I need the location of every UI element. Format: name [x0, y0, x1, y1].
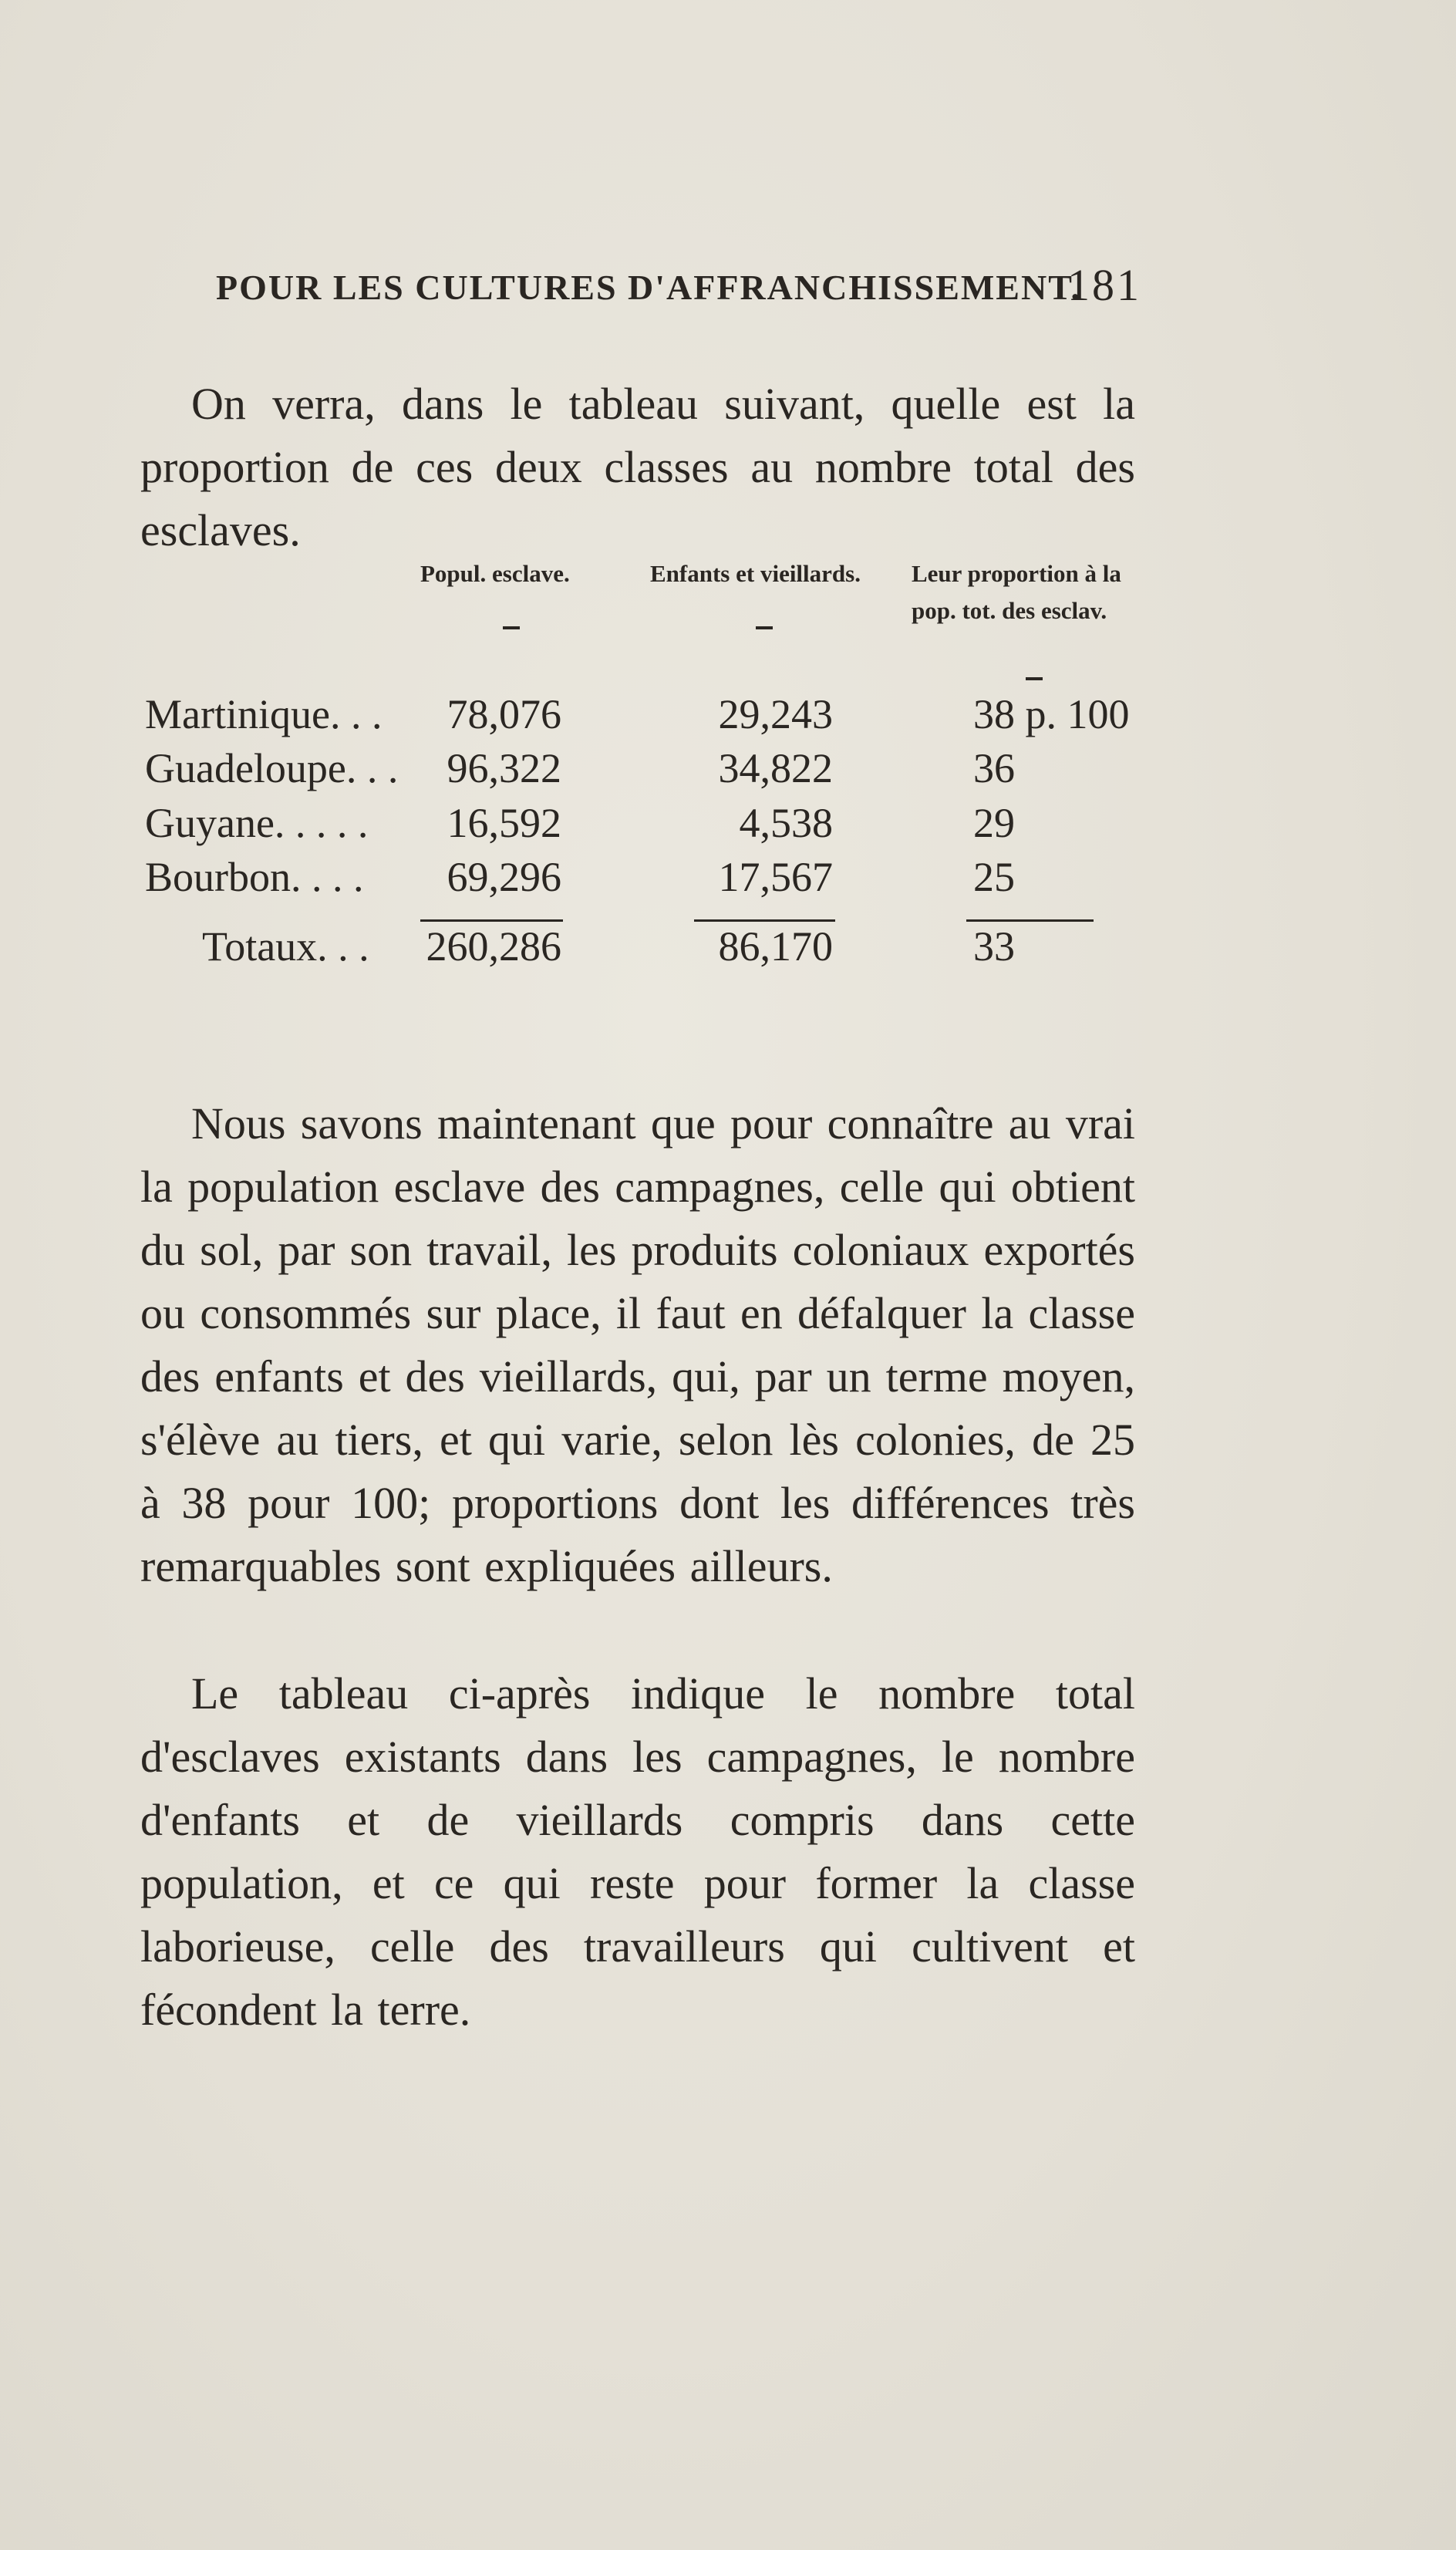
- row-label-bourbon: Bourbon. . . .: [145, 854, 364, 900]
- cell-pop-totaux: 260,286: [426, 923, 561, 970]
- rule-proportion: [966, 919, 1094, 922]
- intro-paragraph: On verra, dans le tableau suivant, quelle est la proportion de ces deux classes au nombre total des esclaves.: [140, 379, 1135, 555]
- column-header-enfants: Enfants et vieillards.: [650, 560, 861, 587]
- rule-pop: [420, 919, 563, 922]
- cell-enfants-totaux: 86,170: [718, 923, 833, 970]
- column-dash-enfants: [756, 626, 773, 629]
- column-dash-proportion: [1026, 677, 1043, 680]
- column-header-proportion-line2: pop. tot. des esclav.: [912, 597, 1107, 624]
- column-dash-population: [503, 626, 520, 629]
- cell-pop-martinique: 78,076: [447, 691, 561, 737]
- cell-pop-guyane: 16,592: [447, 800, 561, 846]
- row-label-martinique: Martinique. . .: [145, 691, 383, 737]
- cell-enfants-guadeloupe: 34,822: [718, 745, 833, 791]
- cell-prop-guadeloupe: 36: [973, 745, 1015, 791]
- cell-pop-guadeloupe: 96,322: [447, 745, 561, 791]
- cell-enfants-martinique: 29,243: [718, 691, 833, 737]
- row-label-guadeloupe: Guadeloupe. . .: [145, 745, 399, 791]
- rule-enfants: [694, 919, 835, 922]
- column-header-proportion-line1: Leur proportion à la: [912, 560, 1121, 587]
- page-number: 181: [1067, 260, 1141, 310]
- cell-enfants-guyane: 4,538: [739, 800, 833, 846]
- cell-prop-guyane: 29: [973, 800, 1015, 846]
- running-header: [216, 262, 1141, 316]
- cell-prop-bourbon: 25: [973, 854, 1015, 900]
- row-label-totaux: Totaux. . .: [202, 923, 369, 970]
- cell-pop-bourbon: 69,296: [447, 854, 561, 900]
- body-paragraph-1: Nous savons maintenant que pour connaître au vrai la population esclave des campagnes, celle qui obtient du sol, par son travail, les produits coloniaux exportés ou consommés sur place, il faut en défalquer la classe des enfants et des vieillards, qui, par un terme moyen, s'élève au tiers, et qui varie, selon lès colonies, de 25 à 38 pour 100; proportions dont les différences très remarquables sont expliquées ailleurs.: [140, 1098, 1135, 1591]
- body-paragraph-2: Le tableau ci-après indique le nombre total d'esclaves existants dans les campagnes, le nombre d'enfants et de vieillards compris dans cette population, et ce qui reste pour former la classe laborieuse, celle des travailleurs qui cultivent et fécondent la terre.: [140, 1668, 1135, 2035]
- column-header-population: Popul. esclave.: [420, 560, 570, 587]
- cell-enfants-bourbon: 17,567: [718, 854, 833, 900]
- cell-prop-totaux: 33: [973, 923, 1015, 970]
- column-header-proportion: [912, 555, 1121, 629]
- row-label-guyane: Guyane. . . . .: [145, 800, 369, 846]
- header-title: POUR LES CULTURES D'AFFRANCHISSEMENT.: [216, 268, 1081, 307]
- cell-prop-martinique: 38 p. 100: [973, 691, 1130, 737]
